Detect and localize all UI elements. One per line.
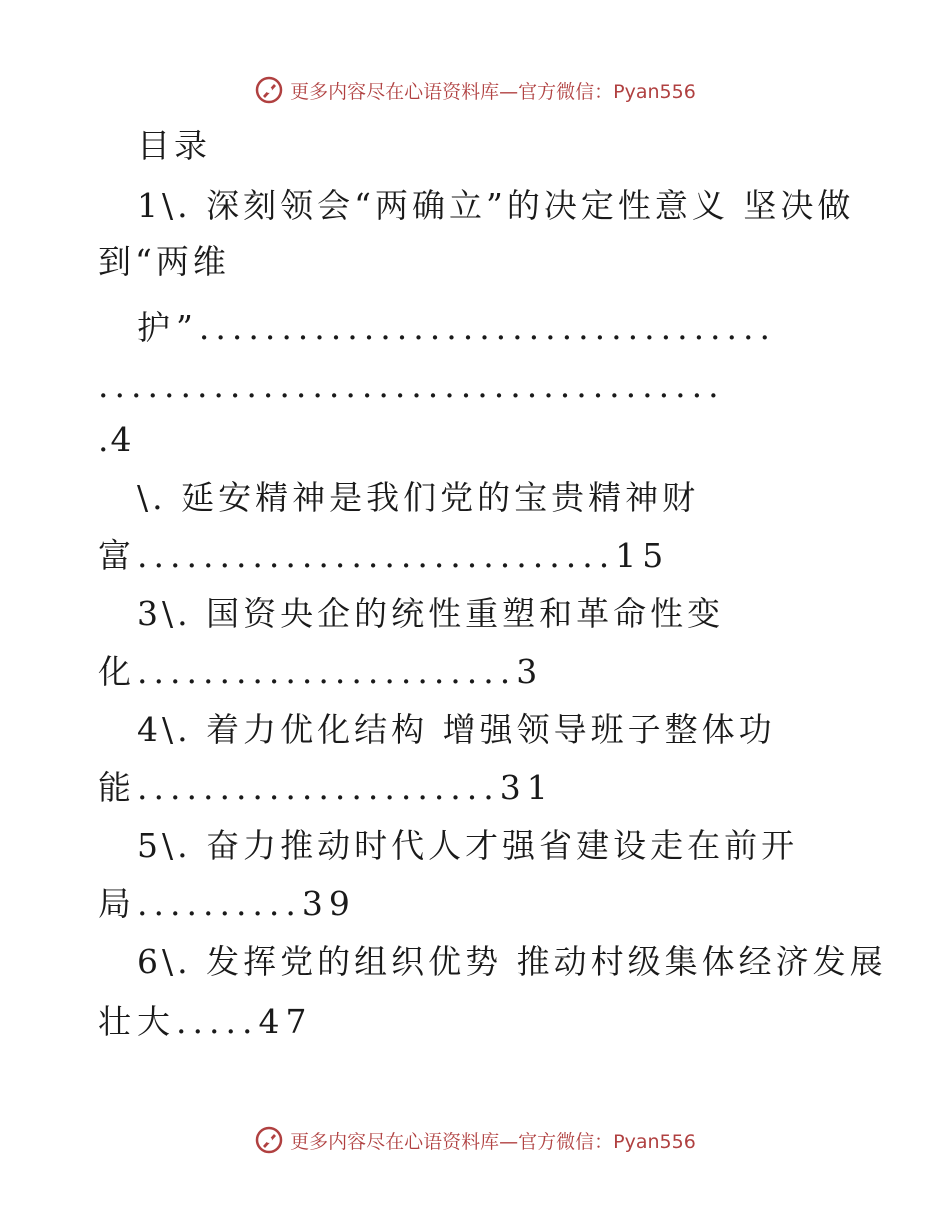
pen-logo-icon: [254, 75, 284, 105]
watermark-text: 更多内容尽在心语资料库—: [290, 1130, 519, 1153]
header-watermark: [0, 70, 950, 110]
toc-line: ......................................: [98, 366, 725, 405]
watermark-wechat: 官方微信：Pyan556: [518, 1130, 696, 1153]
toc-line: 局..........39: [98, 884, 356, 923]
pen-logo-icon: [254, 1125, 284, 1155]
toc-line: 3\. 国资央企的统性重塑和革命性变: [137, 594, 725, 633]
toc-line: 1\. 深刻领会“两确立”的决定性意义 坚决做: [137, 186, 855, 225]
watermark-text: 更多内容尽在心语资料库—: [290, 80, 519, 103]
footer-watermark: [0, 1120, 950, 1160]
toc-line: 5\. 奋力推动时代人才强省建设走在前开: [137, 826, 799, 865]
toc-line: 富.............................15: [98, 536, 670, 575]
toc-line: 护”...................................: [137, 308, 777, 347]
toc-line: 壮大.....47: [98, 1002, 313, 1041]
toc-line: 6\. 发挥党的组织优势 推动村级集体经济发展: [137, 942, 887, 981]
toc-line: 能......................31: [98, 768, 554, 807]
toc-line: .4: [98, 420, 134, 459]
watermark-wechat: 官方微信：Pyan556: [518, 80, 696, 103]
toc-line: 到“两维: [98, 242, 230, 281]
toc-line: 化.......................3: [98, 652, 544, 691]
toc-title: 目录: [137, 126, 211, 165]
toc-line: \. 延安精神是我们党的宝贵精神财: [137, 478, 700, 517]
toc-line: 4\. 着力优化结构 增强领导班子整体功: [137, 710, 776, 749]
